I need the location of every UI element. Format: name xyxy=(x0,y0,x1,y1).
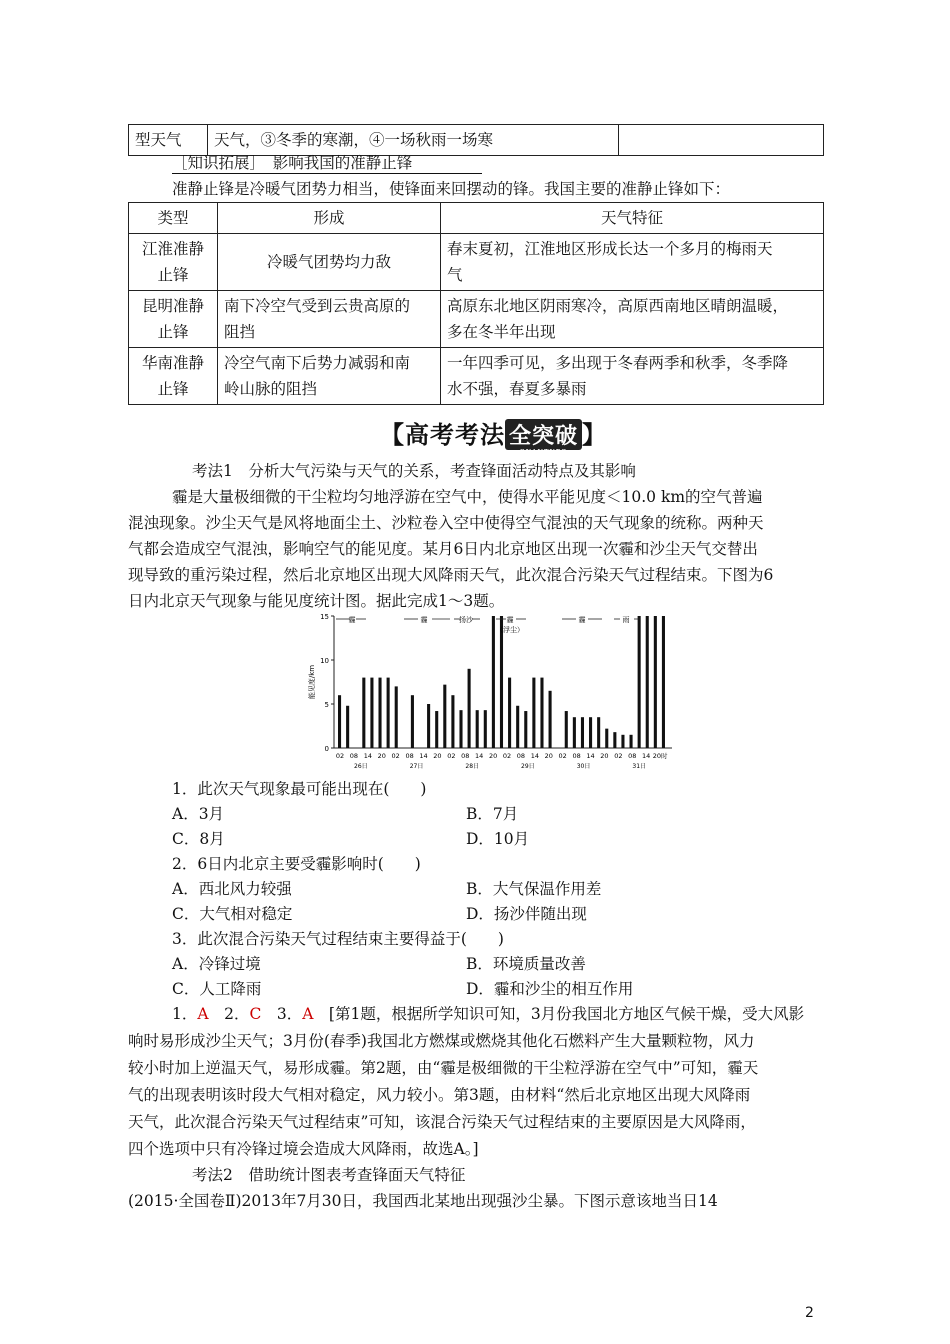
x-tick-label: 14 xyxy=(586,752,595,760)
type-line: 止锋 xyxy=(157,323,189,341)
bar xyxy=(338,695,341,748)
bar xyxy=(387,678,390,748)
bar xyxy=(662,616,665,748)
feature-line: 气 xyxy=(447,266,463,284)
q1-option-c: C．8月 xyxy=(172,830,225,848)
answer-3: A xyxy=(302,1005,314,1023)
x-tick-label: 08 xyxy=(349,752,359,760)
x-tick-label: 08 xyxy=(572,752,581,760)
bar xyxy=(630,735,633,748)
day-label: 26日 xyxy=(354,763,368,770)
bar xyxy=(443,685,446,748)
bar xyxy=(435,711,438,748)
x-tick-label: 02 xyxy=(335,752,345,760)
type-line: 止锋 xyxy=(157,380,189,398)
method1-title: 考法1 分析大气污染与天气的关系，考查锋面活动特点及其影响 xyxy=(192,462,636,480)
bar xyxy=(362,678,365,748)
bar xyxy=(378,678,381,748)
bar xyxy=(621,735,624,748)
x-tick-label: 02 xyxy=(391,752,400,760)
bar xyxy=(581,717,584,748)
x-tick-label: 02 xyxy=(447,752,456,760)
q2-stem: 2．6日内北京主要受霾影响时( ) xyxy=(172,855,421,873)
th-feature: 天气特征 xyxy=(441,203,824,234)
y-axis-label: 能见度/km xyxy=(308,664,316,700)
q2-option-b: B．大气保温作用差 xyxy=(466,880,602,898)
phenomenon-label: 霾 xyxy=(578,616,586,624)
page-number: 2 xyxy=(805,1305,814,1321)
bar xyxy=(411,695,414,748)
q2-option-a: A．西北风力较强 xyxy=(172,880,292,898)
formation-line: 阻挡 xyxy=(224,323,256,341)
formation-line: 冷暖气团势均力敌 xyxy=(266,253,391,271)
bar xyxy=(451,695,454,748)
q1-stem: 1．此次天气现象最可能出现在( ) xyxy=(172,780,427,798)
q1-option-b: B．7月 xyxy=(466,805,519,823)
knowledge-expansion-heading: ［知识拓展］ 影响我国的准静止锋 xyxy=(172,150,482,176)
day-label: 29日 xyxy=(521,763,535,770)
x-tick-label: 02 xyxy=(502,752,512,760)
method1-line: 混浊现象。沙尘天气是风将地面尘土、沙粒卷入空中使得空气混浊的天气现象的统称。两种天 xyxy=(128,514,764,532)
bar xyxy=(613,732,616,748)
front-table xyxy=(128,202,824,405)
formation-line: 岭山脉的阻挡 xyxy=(224,380,318,398)
day-label: 31日 xyxy=(632,763,647,770)
q3-option-b: B．环境质量改善 xyxy=(466,955,586,973)
x-tick-label: 08 xyxy=(516,752,526,760)
bar xyxy=(459,710,462,748)
method1-line: 日内北京天气现象与能见度统计图。据此完成1～3题。 xyxy=(128,592,505,610)
answer-line: 响时易形成沙尘天气；3月份(春季)我国北方燃煤或燃烧其他化石燃料产生大量颗粒物，风力 xyxy=(128,1032,755,1050)
feature-line: 多在冬半年出现 xyxy=(447,323,556,341)
top-table-cell xyxy=(619,125,824,156)
x-tick-label: 14 xyxy=(419,752,428,760)
day-label: 28日 xyxy=(465,763,480,770)
feature-line: 一年四季可见，多出现于冬春两季和秋季，冬季降 xyxy=(447,354,789,372)
answer-line: 天气，此次混合污染天气过程结束”可知，该混合污染天气过程结束的主要原因是大风降雨， xyxy=(128,1113,756,1131)
q2-option-d: D．扬沙伴随出现 xyxy=(466,905,587,923)
method2-line: (2015·全国卷Ⅱ)2013年7月30日，我国西北某地出现强沙尘暴。下图示意该地当日14 xyxy=(128,1192,718,1210)
feature-line: 春末夏初，江淮地区形成长达一个多月的梅雨天 xyxy=(447,240,773,258)
answer-2: C xyxy=(249,1005,262,1023)
formation-line: 冷空气南下后势力减弱和南 xyxy=(224,354,411,372)
th-formation: 形成 xyxy=(218,203,441,234)
bar xyxy=(484,710,487,748)
bar xyxy=(427,704,430,748)
table-row xyxy=(129,291,824,348)
type-line: 华南准静 xyxy=(141,354,204,372)
y-tick-label: 10 xyxy=(320,657,329,665)
table-row xyxy=(129,348,824,405)
x-tick-label: 08 xyxy=(405,752,414,760)
bar xyxy=(549,691,552,748)
method1-line: 现导致的重污染过程，然后北京地区出现大风降雨天气，此次混合污染天气过程结束。下图为6 xyxy=(128,566,774,584)
answer-line: 气的出现表明该时段大气相对稳定，风力较小。第3题，由材料“然后北京地区出现大风降雨 xyxy=(128,1086,751,1104)
phenomenon-label: 扬沙 xyxy=(459,616,473,624)
bar xyxy=(476,710,479,748)
bar xyxy=(605,729,608,748)
type-line: 昆明准静 xyxy=(141,297,204,315)
feature-line: 高原东北地区阴雨寒冷，高原西南地区晴朗温暖， xyxy=(447,297,789,315)
day-label: 27日 xyxy=(409,763,424,770)
bar xyxy=(346,706,349,748)
x-tick-label: 20 xyxy=(488,752,498,760)
bar xyxy=(492,616,495,748)
top-table-cell: 天气，③冬季的寒潮，④一场秋雨一场寒 xyxy=(208,125,619,156)
bar xyxy=(589,717,592,748)
x-tick-label: 20 xyxy=(377,752,386,760)
banner-right: 】 xyxy=(582,420,608,449)
phenomenon-label: 霾 xyxy=(420,616,428,624)
answer-line: 四个选项中只有冷锋过境会造成大风降雨，故选A。] xyxy=(128,1140,479,1158)
bar xyxy=(516,706,519,748)
x-tick-label: 20 xyxy=(600,752,609,760)
bar xyxy=(524,711,527,748)
bar xyxy=(395,686,398,748)
intro-text: 准静止锋是冷暖气团势力相当，使锋面来回摆动的锋。我国主要的准静止锋如下： xyxy=(172,180,731,198)
type-line: 止锋 xyxy=(157,266,189,284)
type-line: 江淮准静 xyxy=(141,240,204,258)
bar xyxy=(573,717,576,748)
bar xyxy=(597,717,600,748)
method1-line: 气都会造成空气混浊，影响空气的能见度。某月6日内北京地区出现一次霾和沙尘天气交替出 xyxy=(128,540,758,558)
x-tick-label: 14 xyxy=(363,752,372,760)
phenomenon-label: 霾 xyxy=(348,616,356,624)
x-tick-label: 20时 xyxy=(652,752,668,760)
answer-line: 较小时加上逆温天气，易形成霾。第2题，由“霾是极细微的干尘粒浮游在空气中”可知，霾天 xyxy=(128,1059,759,1077)
feature-line: 水不强，春夏多暴雨 xyxy=(447,380,587,398)
y-tick-label: 15 xyxy=(320,613,329,621)
day-label: 30日 xyxy=(576,763,591,770)
answer-line-1: 1．A 2．C 3．A [第1题，根据所学知识可知，3月份我国北方地区气候干燥，受大风影 xyxy=(172,1005,805,1023)
banner-badge: 全突破 QUANTUPO xyxy=(505,419,582,450)
q3-option-d: D．霾和沙尘的相互作用 xyxy=(466,980,634,998)
x-tick-label: 20 xyxy=(433,752,442,760)
formation-line: 南下冷空气受到云贵高原的 xyxy=(224,297,411,315)
q2-option-c: C．大气相对稳定 xyxy=(172,905,293,923)
bar xyxy=(468,669,471,748)
q1-option-d: D．10月 xyxy=(466,830,530,848)
visibility-chart xyxy=(300,610,680,775)
method1-line: 霾是大量极细微的干尘粒均匀地浮游在空气中，使得水平能见度＜10.0 km的空气普遍 xyxy=(172,488,763,506)
method2-title: 考法2 借助统计图表考查锋面天气特征 xyxy=(192,1166,466,1184)
x-tick-label: 14 xyxy=(642,752,651,760)
bar xyxy=(508,678,511,748)
bar xyxy=(500,616,503,748)
q3-option-a: A．冷锋过境 xyxy=(172,955,261,973)
x-tick-label: 08 xyxy=(628,752,637,760)
phenomenon-label: （浮尘） xyxy=(496,626,524,634)
bar xyxy=(654,616,657,748)
top-table-cell: 型天气 xyxy=(129,125,208,156)
y-tick-label: 5 xyxy=(324,701,329,709)
q1-option-a: A．3月 xyxy=(172,805,225,823)
x-tick-label: 14 xyxy=(475,752,484,760)
x-tick-label: 02 xyxy=(558,752,567,760)
phenomenon-label: 雨 xyxy=(622,616,630,624)
y-tick-label: 0 xyxy=(324,745,329,753)
x-tick-label: 08 xyxy=(461,752,470,760)
bar xyxy=(565,711,568,748)
x-tick-label: 14 xyxy=(530,752,539,760)
bar xyxy=(370,678,373,748)
section-banner xyxy=(380,415,608,456)
answer-1: A xyxy=(197,1005,209,1023)
q3-stem: 3．此次混合污染天气过程结束主要得益于( ) xyxy=(172,930,504,948)
th-type: 类型 xyxy=(129,203,218,234)
phenomenon-label: 霾 xyxy=(506,616,514,624)
bar xyxy=(532,678,535,748)
bar xyxy=(638,616,641,748)
x-tick-label: 20 xyxy=(544,752,553,760)
banner-left: 【高考考法 xyxy=(380,420,505,449)
banner-badge-sub: QUANTUPO xyxy=(519,449,568,456)
bar xyxy=(646,616,649,748)
bar xyxy=(540,678,543,748)
x-tick-label: 02 xyxy=(614,752,623,760)
q3-option-c: C．人工降雨 xyxy=(172,980,262,998)
table-row xyxy=(129,234,824,291)
